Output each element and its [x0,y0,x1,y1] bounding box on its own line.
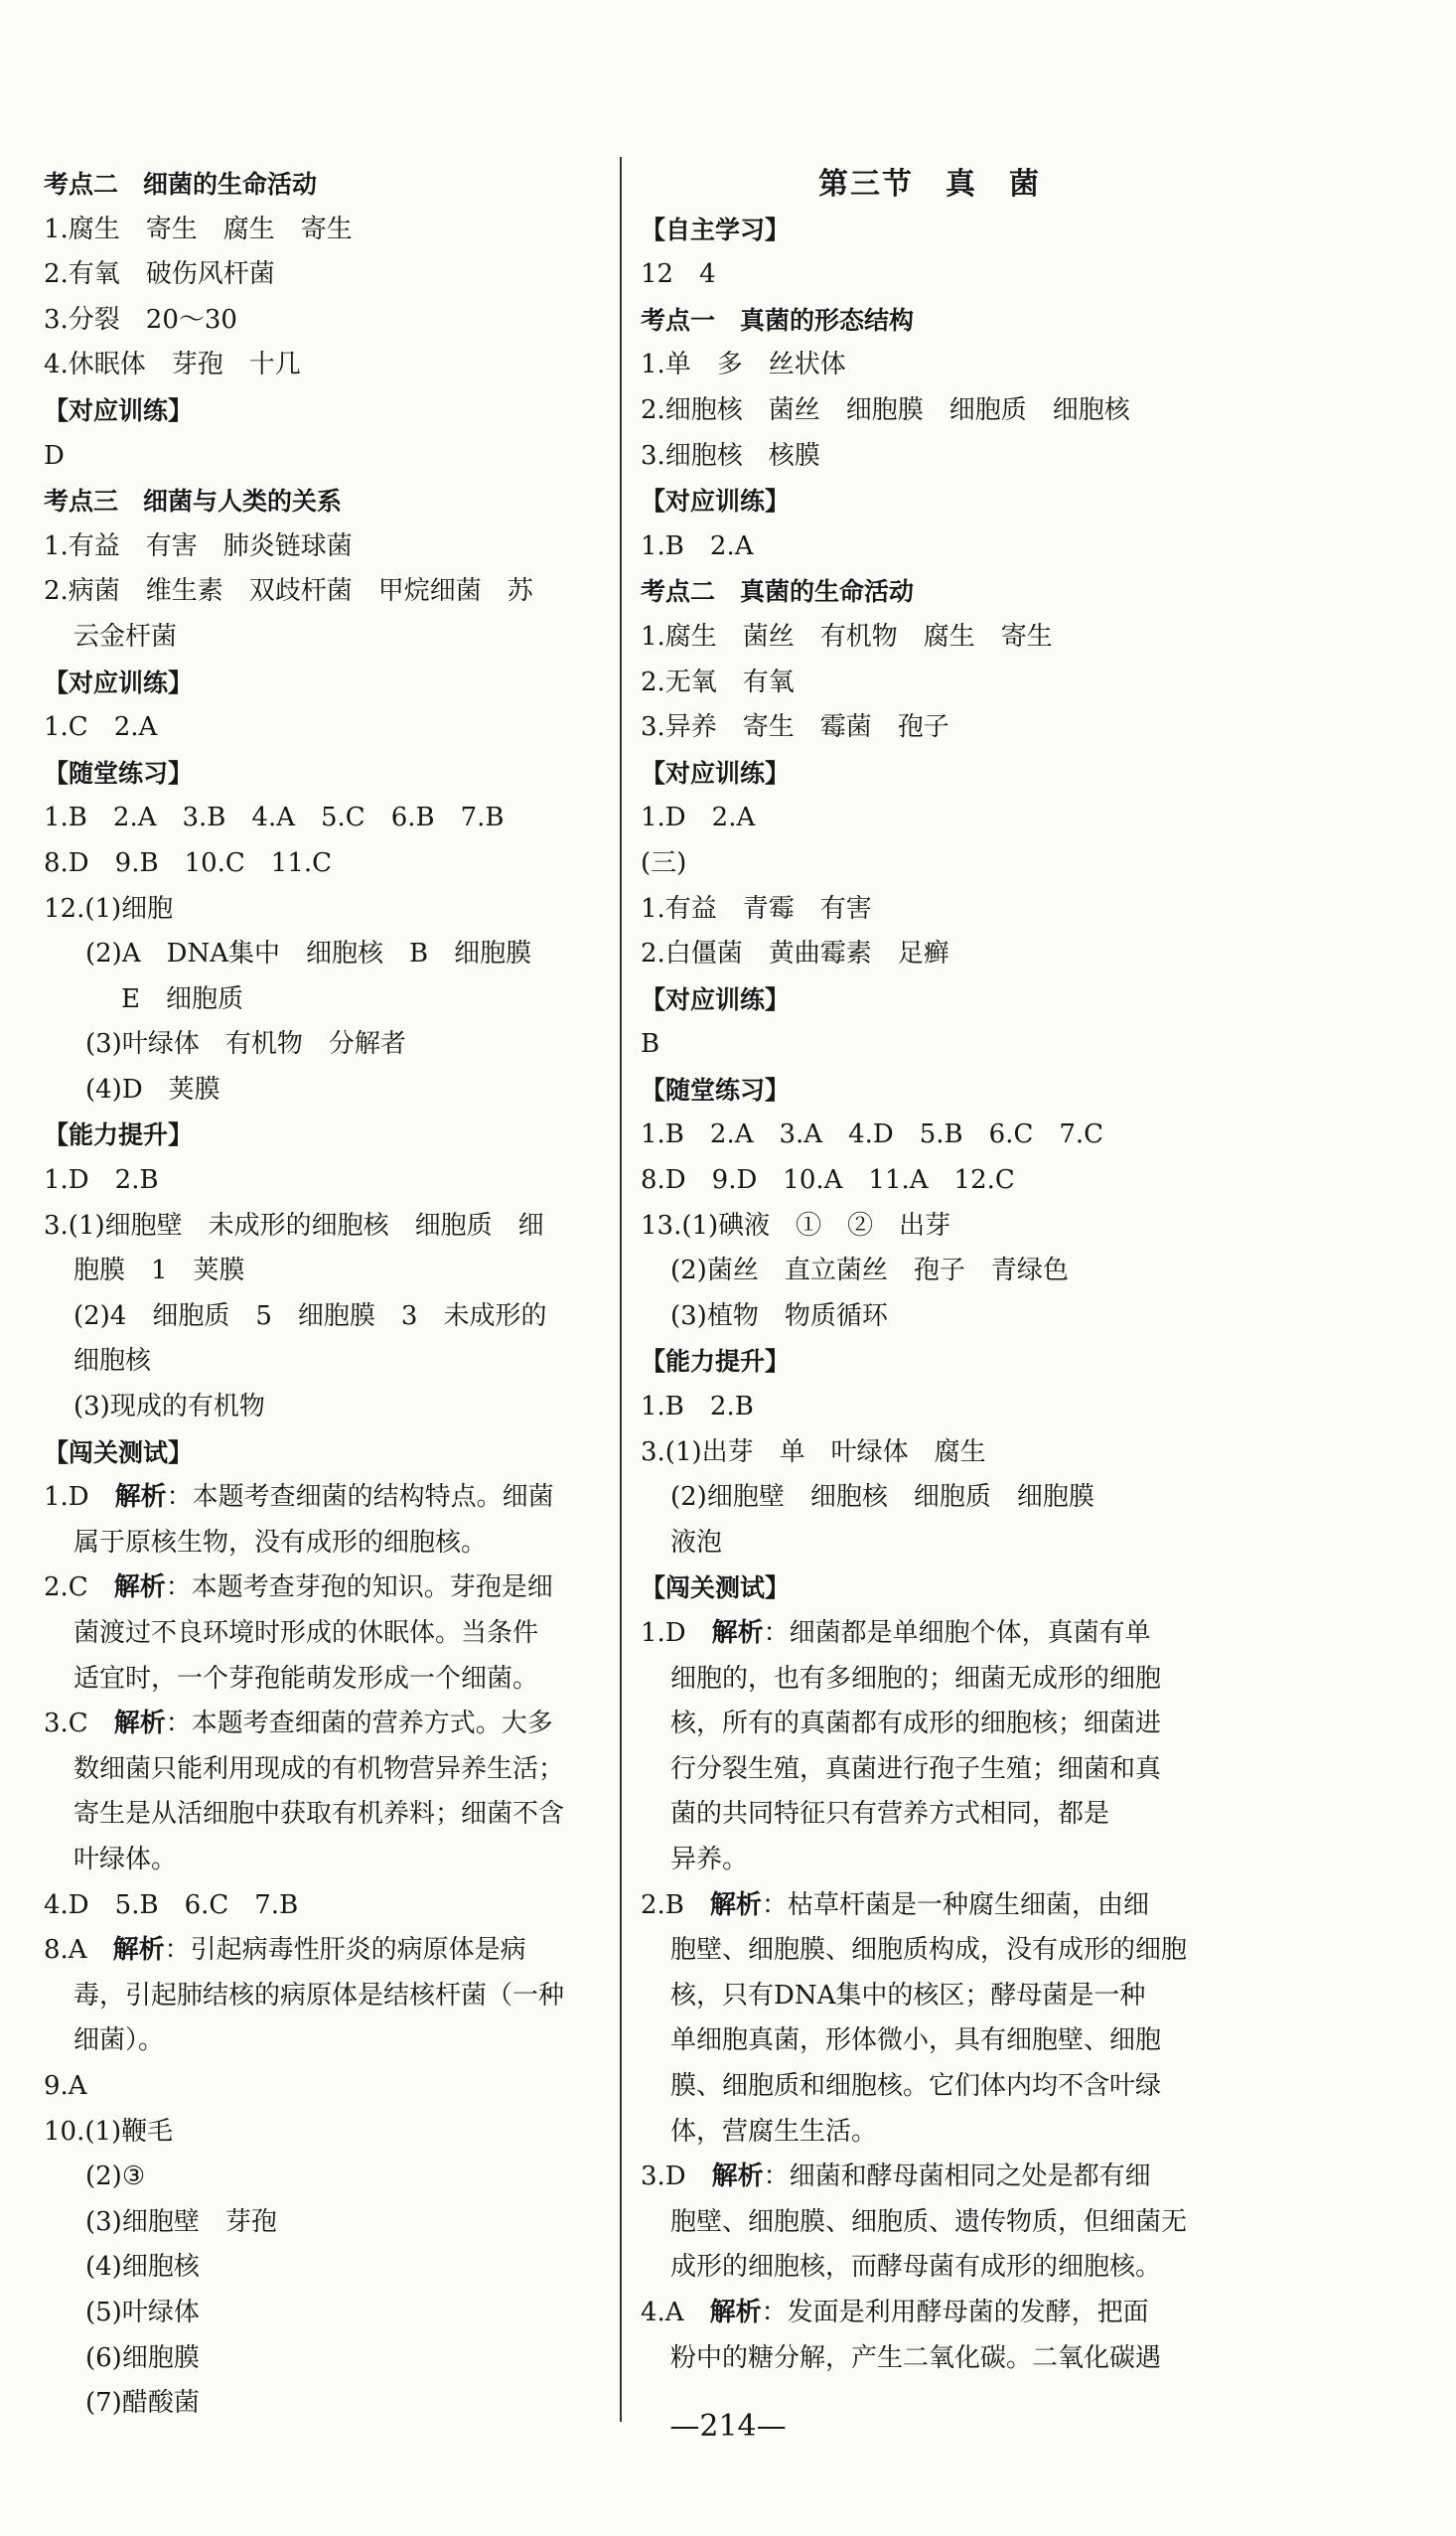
line-text: 粉中的糖分解，产生二氧化碳。二氧化碳遇 [670,2342,1162,2373]
line-text: 胞壁、细胞膜、细胞质构成，没有成形的细胞 [670,1935,1188,1966]
answer-line [44,2155,606,2200]
analysis-label: 解析 [711,2162,764,2192]
line-text: 【对应训练】 [641,984,791,1014]
line-text: 体，营腐生生活。 [670,2116,878,2147]
line-text: 细菌）。 [73,2025,165,2056]
line-text: 毒，引起肺结核的病原体是结核杆菌（一种 [73,1980,565,2011]
line-text: 1.B 2.A [641,530,754,561]
answer-line [641,2245,1219,2291]
left-column [44,162,606,2427]
line-text: 胞膜 1 荚膜 [73,1256,245,1286]
answer-line [641,1158,1219,1204]
answer-line [44,2200,606,2246]
line-text: (5)叶绿体 [85,2297,200,2327]
line-text: 1.D [641,1618,712,1648]
answer-line [44,298,606,344]
answer-line [641,343,1219,388]
line-text: 考点二 真菌的生命活动 [641,577,915,607]
line-text: 寄生是从活细胞中获取有机养料；细菌不含 [73,1799,565,1830]
answer-line [641,1974,1219,2019]
answer-line [641,1430,1219,1476]
line-text: 适宜时，一个芽孢能萌发形成一个细菌。 [73,1663,539,1694]
line-text: 成形的细胞核，而酵母菌有成形的细胞核。 [670,2252,1162,2283]
line-text: 1.B 2.B [641,1392,754,1422]
line-text: (2)4 细胞质 5 细胞膜 3 未成形的 [73,1300,547,1331]
answer-line [641,2200,1219,2246]
section-heading [641,1068,1219,1114]
answer-line [641,2336,1219,2382]
line-text: 考点一 真菌的形态结构 [641,305,915,335]
line-text: 8.D 9.B 10.C 11.C [44,847,333,878]
answer-line [44,524,606,570]
line-text: 考点三 细菌与人类的关系 [44,487,343,517]
line-text: 【对应训练】 [44,395,194,425]
answer-line [641,1657,1219,1703]
answer-line [641,1204,1219,1250]
answer-line [44,1566,606,1611]
answer-line [641,1022,1219,1068]
section-heading [641,977,1219,1023]
answer-line [44,932,606,977]
answer-line [44,1475,606,1521]
analysis-text: ：细菌和酵母菌相同之处是都有细 [763,2162,1151,2192]
answer-line [44,977,606,1023]
line-text: 1.有益 青霉 有害 [641,893,872,924]
answer-line [44,1158,606,1204]
answer-line [641,1294,1219,1340]
answer-line [44,705,606,751]
analysis-label: 解析 [114,1482,167,1513]
answer-line [44,615,606,661]
analysis-label: 解析 [112,1935,165,1966]
analysis-label: 解析 [709,2297,762,2327]
line-text: 1.腐生 菌丝 有机物 腐生 寄生 [641,621,1053,652]
line-text: 叶绿体。 [73,1844,178,1874]
answer-line [44,1928,606,1974]
answer-line [44,208,606,253]
answer-line [44,2018,606,2064]
section-heading [641,298,1219,344]
answer-line [44,887,606,933]
line-text: 胞壁、细胞膜、细胞质、遗传物质，但细菌无 [670,2206,1188,2237]
answer-line [641,1747,1219,1793]
line-text: 13.(1)碘液 ① ② 出芽 [641,1210,951,1241]
line-text: 【闯关测试】 [641,1573,791,1603]
line-text: 1.D 2.A [641,803,756,833]
section-heading [44,1113,606,1158]
section-heading [641,569,1219,615]
analysis-text: ：本题考查细菌的结构特点。细菌 [166,1482,554,1513]
line-text: 单细胞真菌，形体微小，具有细胞壁、细胞 [670,2025,1162,2056]
line-text: 【闯关测试】 [44,1437,194,1467]
answer-line [641,841,1219,887]
analysis-text: ：引起病毒性肝炎的病原体是病 [164,1935,526,1966]
section-heading [44,1430,606,1476]
line-text: (3)植物 物质循环 [670,1300,888,1331]
answer-line [641,796,1219,841]
line-text: 1.D [44,1482,115,1513]
line-text: 1.单 多 丝状体 [641,350,846,380]
line-text: 1.D 2.B [44,1165,159,1196]
answer-line [641,1113,1219,1158]
line-text: 3.细胞核 核膜 [641,440,820,471]
line-text: 云金杆菌 [73,621,178,652]
line-text: 【随堂练习】 [641,1075,791,1105]
line-text: 1.有益 有害 肺炎链球菌 [44,530,353,561]
section-heading [44,479,606,524]
answer-line [641,1385,1219,1430]
answer-line [44,841,606,887]
section-heading [44,162,606,208]
answer-line [641,1521,1219,1566]
line-text: 2.B [641,1889,710,1920]
line-text: 属于原核生物，没有成形的细胞核。 [73,1527,488,1558]
answer-line [44,1838,606,1883]
answer-line [641,1883,1219,1929]
page-number: —214— [669,2409,787,2444]
line-text: 3.(1)出芽 单 叶绿体 腐生 [641,1436,986,1467]
column-divider [620,157,622,2422]
line-text: 菌渡过不良环境时形成的休眠体。当条件 [73,1618,539,1648]
section-heading [44,388,606,434]
line-text: 细胞核 [73,1346,152,1377]
analysis-label: 解析 [711,1618,764,1648]
answer-line [641,1792,1219,1838]
answer-line [641,1928,1219,1974]
line-text: 2.有氧 破伤风杆菌 [44,259,275,290]
line-text: 【随堂练习】 [44,758,194,788]
line-text: 2.白僵菌 黄曲霉素 足癣 [641,939,949,970]
section-heading [641,751,1219,797]
answer-line [641,705,1219,751]
answer-line [44,2110,606,2156]
section-heading [44,751,606,797]
line-text: (7)醋酸菌 [85,2388,200,2419]
analysis-label: 解析 [113,1572,166,1603]
line-text: 8.D 9.D 10.A 11.A 12.C [641,1165,1015,1196]
answer-line [44,1249,606,1294]
answer-line [44,1204,606,1250]
analysis-text: ：发面是利用酵母菌的发酵，把面 [761,2297,1149,2327]
answer-line [641,1249,1219,1294]
answer-line [44,434,606,480]
answer-line [641,1702,1219,1747]
line-text: 3.异养 寄生 霉菌 孢子 [641,712,949,743]
answer-line [44,569,606,615]
analysis-text: ：枯草杆菌是一种腐生细菌，由细 [761,1889,1149,1920]
answer-line [44,1294,606,1340]
line-text: (3)现成的有机物 [73,1392,265,1422]
line-text: (2)A DNA集中 细胞核 B 细胞膜 [85,939,532,970]
line-text: 12.(1)细胞 [44,893,174,924]
analysis-label: 解析 [113,1709,166,1739]
line-text: 【对应训练】 [641,758,791,788]
answer-line [641,388,1219,434]
line-text: 【能力提升】 [641,1347,791,1377]
line-text: 2.C [44,1572,114,1603]
answer-line [44,1521,606,1566]
analysis-text: ：细菌都是单细胞个体，真菌有单 [763,1618,1151,1648]
answer-line [44,1747,606,1793]
line-text: 行分裂生殖，真菌进行孢子生殖；细菌和真 [670,1753,1162,1784]
line-text: 1.B 2.A 3.B 4.A 5.C 6.B 7.B [44,803,505,833]
answer-line [641,615,1219,661]
line-text: B [641,1029,660,1060]
line-text: 考点二 细菌的生命活动 [44,170,318,199]
line-text: 3.C [44,1709,114,1739]
line-text: 【能力提升】 [44,1120,194,1150]
section-title [641,162,1219,208]
line-text: 1.C 2.A [44,712,158,743]
answer-line [44,2336,606,2382]
answer-line [44,796,606,841]
answer-line [641,1611,1219,1657]
analysis-text: ：本题考查细菌的营养方式。大多 [165,1709,553,1739]
line-text: 数细菌只能利用现成的有机物营异养生活； [73,1753,565,1784]
answer-line [44,1792,606,1838]
analysis-label: 解析 [709,1889,762,1920]
line-text: (4)细胞核 [85,2252,200,2283]
right-column [641,162,1219,2381]
line-text: 菌的共同特征只有营养方式相同，都是 [670,1799,1110,1830]
answer-line [44,1883,606,1929]
section-heading [641,208,1219,253]
answer-line [44,1068,606,1114]
line-text: 4.休眠体 芽孢 十几 [44,350,301,380]
line-text: 9.A [44,2070,87,2101]
line-text: 第三节 真 菌 [818,167,1041,202]
answer-line [44,1385,606,1430]
answer-line [641,887,1219,933]
line-text: 3.(1)细胞壁 未成形的细胞核 细胞质 细 [44,1210,544,1241]
answer-line [44,2245,606,2291]
line-text: 1.B 2.A 3.A 4.D 5.B 6.C 7.C [641,1119,1104,1150]
line-text: (6)细胞膜 [85,2342,200,2373]
answer-line [44,2064,606,2110]
line-text: 异养。 [670,1844,749,1874]
answer-line [641,1838,1219,1883]
line-text: 4.D 5.B 6.C 7.B [44,1889,299,1920]
line-text: (2)③ [85,2162,146,2192]
line-text: 核，所有的真菌都有成形的细胞核；细菌进 [670,1709,1162,1739]
answer-line [641,2064,1219,2110]
line-text: (3)细胞壁 芽孢 [85,2206,277,2237]
line-text: 膜、细胞质和细胞核。它们体内均不含叶绿 [670,2070,1162,2101]
section-heading [44,661,606,706]
section-heading [641,1566,1219,1611]
answer-line [641,524,1219,570]
line-text: 2.病菌 维生素 双歧杆菌 甲烷细菌 苏 [44,576,533,607]
line-text: 【对应训练】 [641,487,791,517]
answer-line [44,1702,606,1747]
line-text: 3.分裂 20～30 [44,304,237,335]
line-text: 【自主学习】 [641,215,791,244]
line-text: (三) [641,847,687,878]
line-text: (2)细胞壁 细胞核 细胞质 细胞膜 [670,1482,1094,1513]
answer-line [44,1022,606,1068]
line-text: 12 4 [641,259,716,290]
answer-line [44,1339,606,1385]
answer-line [44,2291,606,2336]
line-text: 核，只有DNA集中的核区；酵母菌是一种 [670,1980,1146,2011]
analysis-text: ：本题考查芽孢的知识。芽孢是细 [165,1572,553,1603]
line-text: 1.腐生 寄生 腐生 寄生 [44,214,353,244]
answer-line [44,252,606,298]
line-text: 8.A [44,1935,113,1966]
answer-line [641,434,1219,480]
line-text: (4)D 荚膜 [85,1074,220,1105]
answer-line [641,2291,1219,2336]
line-text: 2.细胞核 菌丝 细胞膜 细胞质 细胞核 [641,394,1130,425]
answer-line [641,661,1219,706]
line-text: D [44,440,65,471]
line-text: 10.(1)鞭毛 [44,2116,174,2147]
line-text: 细胞的，也有多细胞的；细菌无成形的细胞 [670,1663,1162,1694]
answer-line [44,1974,606,2019]
answer-line [44,1657,606,1703]
answer-line [641,2110,1219,2156]
answer-line [641,252,1219,298]
answer-line [641,2155,1219,2200]
line-text: (2)菌丝 直立菌丝 孢子 青绿色 [670,1256,1069,1286]
line-text: 3.D [641,2162,712,2192]
answer-line [641,1475,1219,1521]
section-heading [641,479,1219,524]
line-text: 2.无氧 有氧 [641,667,795,697]
answer-line [44,1611,606,1657]
line-text: 液泡 [670,1527,723,1558]
line-text: 【对应训练】 [44,668,194,697]
line-text: E 细胞质 [121,983,243,1014]
answer-line [641,2018,1219,2064]
answer-line [44,343,606,388]
line-text: (3)叶绿体 有机物 分解者 [85,1029,406,1060]
section-heading [641,1339,1219,1385]
answer-line [641,932,1219,977]
line-text: 4.A [641,2297,710,2327]
